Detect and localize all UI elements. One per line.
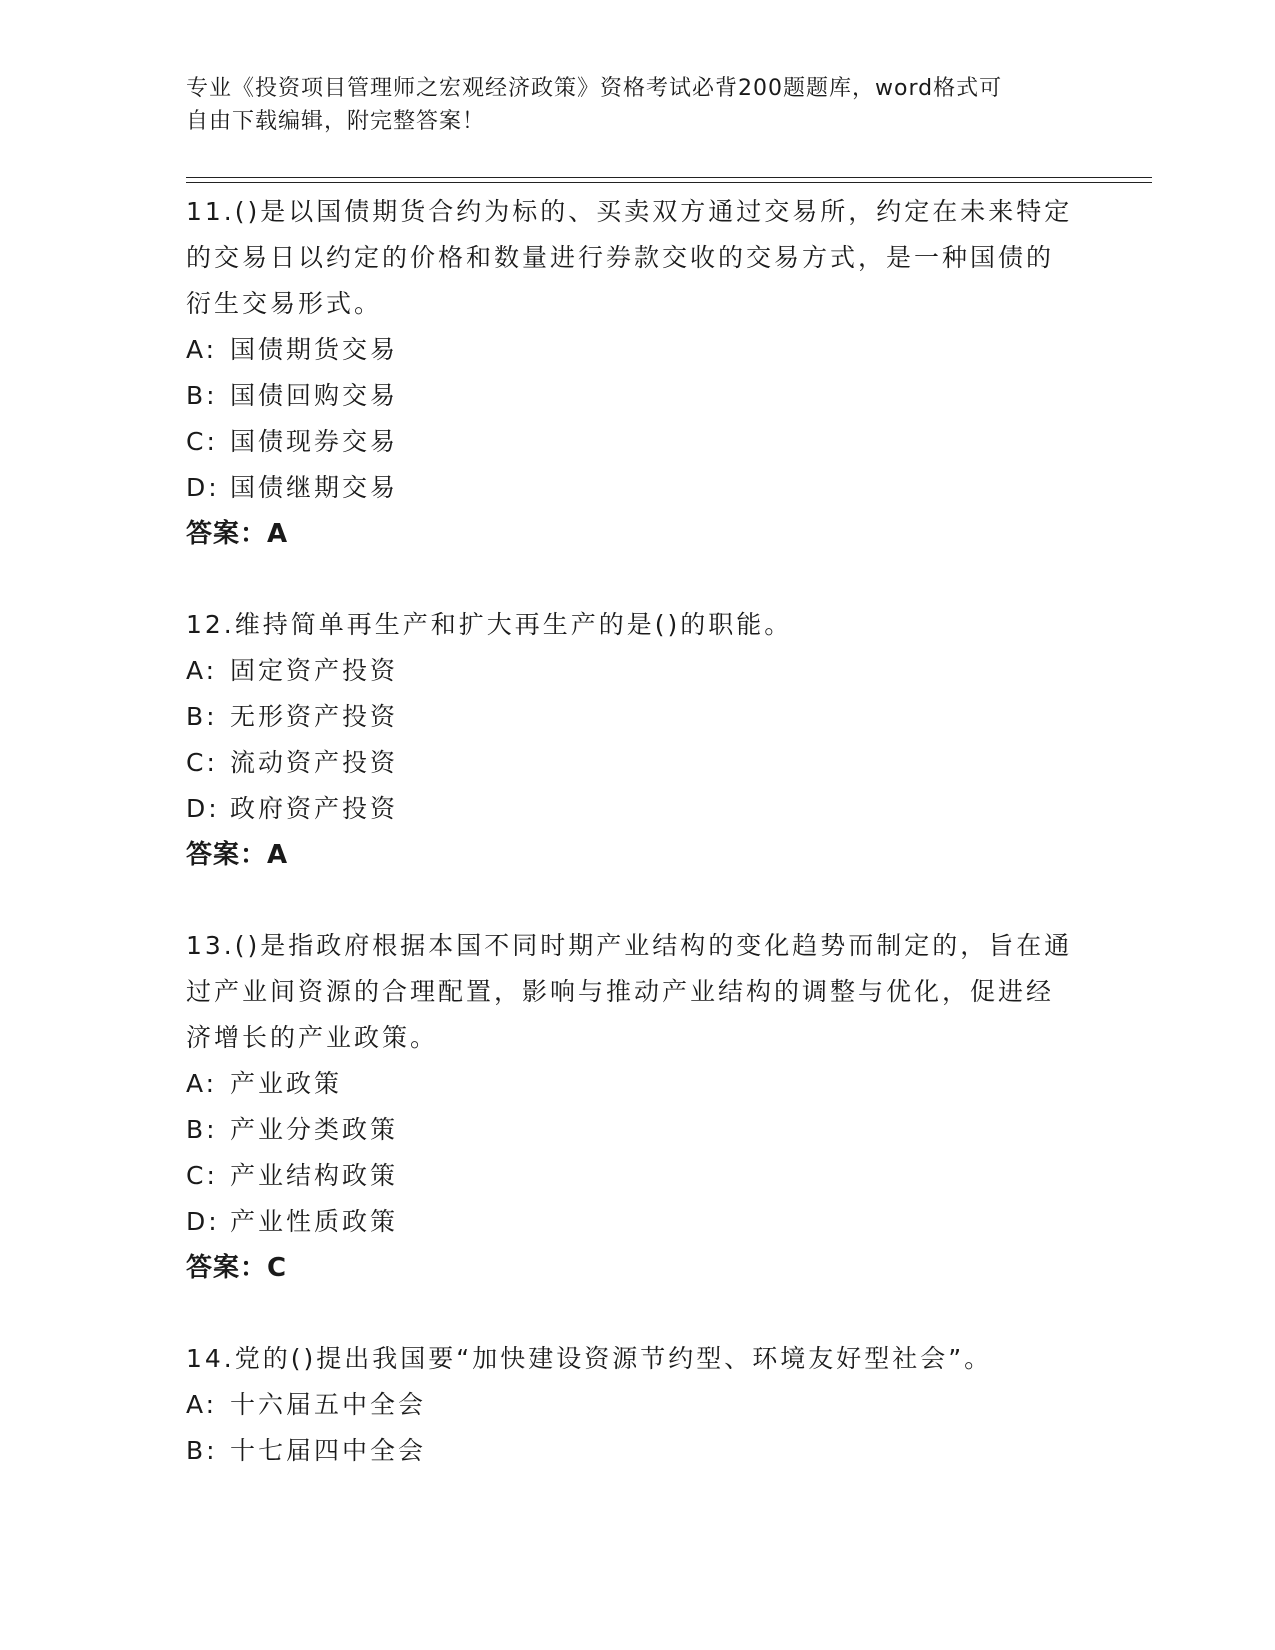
option-letter: C: xyxy=(186,427,218,456)
option-letter: D: xyxy=(186,1207,220,1236)
option-c xyxy=(186,1153,1076,1199)
option-d xyxy=(186,786,1076,832)
option-letter: A: xyxy=(186,1069,218,1098)
option-letter: B: xyxy=(186,1436,218,1465)
question-11 xyxy=(186,189,1076,557)
option-text: 国债期货交易 xyxy=(230,335,399,364)
option-a xyxy=(186,648,1076,694)
option-text: 无形资产投资 xyxy=(230,702,399,731)
option-text: 国债回购交易 xyxy=(230,381,399,410)
option-b xyxy=(186,1107,1076,1153)
option-text: 政府资产投资 xyxy=(230,794,399,823)
question-list xyxy=(186,189,1076,1519)
option-b xyxy=(186,694,1076,740)
question-stem: 11.()是以国债期货合约为标的、买卖双方通过交易所，约定在未来特定的交易日以约定的价格和数量进行券款交收的交易方式，是一种国债的衍生交易形式。 xyxy=(186,197,1073,318)
option-text: 产业政策 xyxy=(230,1069,343,1098)
option-d xyxy=(186,465,1076,511)
option-b xyxy=(186,1428,1076,1474)
question-14 xyxy=(186,1336,1076,1474)
option-letter: C: xyxy=(186,1161,218,1190)
option-a xyxy=(186,327,1076,373)
header-line-1: 专业《投资项目管理师之宏观经济政策》资格考试必背200题题库，word格式可 xyxy=(186,76,1003,101)
option-text: 产业性质政策 xyxy=(230,1207,399,1236)
option-c xyxy=(186,740,1076,786)
question-13 xyxy=(186,923,1076,1291)
option-a xyxy=(186,1061,1076,1107)
option-letter: C: xyxy=(186,748,218,777)
option-letter: B: xyxy=(186,381,218,410)
option-text: 固定资产投资 xyxy=(230,656,399,685)
document-header xyxy=(186,72,1066,138)
option-text: 流动资产投资 xyxy=(230,748,399,777)
option-letter: A: xyxy=(186,656,218,685)
question-12 xyxy=(186,602,1076,878)
question-stem: 14.党的()提出我国要“加快建设资源节约型、环境友好型社会”。 xyxy=(186,1344,993,1373)
option-text: 产业结构政策 xyxy=(230,1161,399,1190)
option-text: 国债现券交易 xyxy=(230,427,399,456)
answer-line: 答案：A xyxy=(186,519,289,549)
header-line-2: 自由下载编辑，附完整答案！ xyxy=(186,109,486,134)
question-stem: 13.()是指政府根据本国不同时期产业结构的变化趋势而制定的，旨在通过产业间资源的合理配置，影响与推动产业结构的调整与优化，促进经济增长的产业政策。 xyxy=(186,931,1073,1052)
option-letter: A: xyxy=(186,335,218,364)
option-letter: D: xyxy=(186,794,220,823)
header-divider-bottom xyxy=(186,182,1152,183)
option-text: 十六届五中全会 xyxy=(230,1390,427,1419)
answer-line: 答案：C xyxy=(186,1253,288,1283)
option-letter: D: xyxy=(186,473,220,502)
option-letter: A: xyxy=(186,1390,218,1419)
option-d xyxy=(186,1199,1076,1245)
answer-line: 答案：A xyxy=(186,840,289,870)
option-text: 国债继期交易 xyxy=(230,473,399,502)
question-stem: 12.维持简单再生产和扩大再生产的是()的职能。 xyxy=(186,610,793,639)
option-b xyxy=(186,373,1076,419)
option-c xyxy=(186,419,1076,465)
option-letter: B: xyxy=(186,1115,218,1144)
option-a xyxy=(186,1382,1076,1428)
option-text: 十七届四中全会 xyxy=(230,1436,427,1465)
option-text: 产业分类政策 xyxy=(230,1115,399,1144)
header-divider-top xyxy=(186,177,1152,178)
option-letter: B: xyxy=(186,702,218,731)
